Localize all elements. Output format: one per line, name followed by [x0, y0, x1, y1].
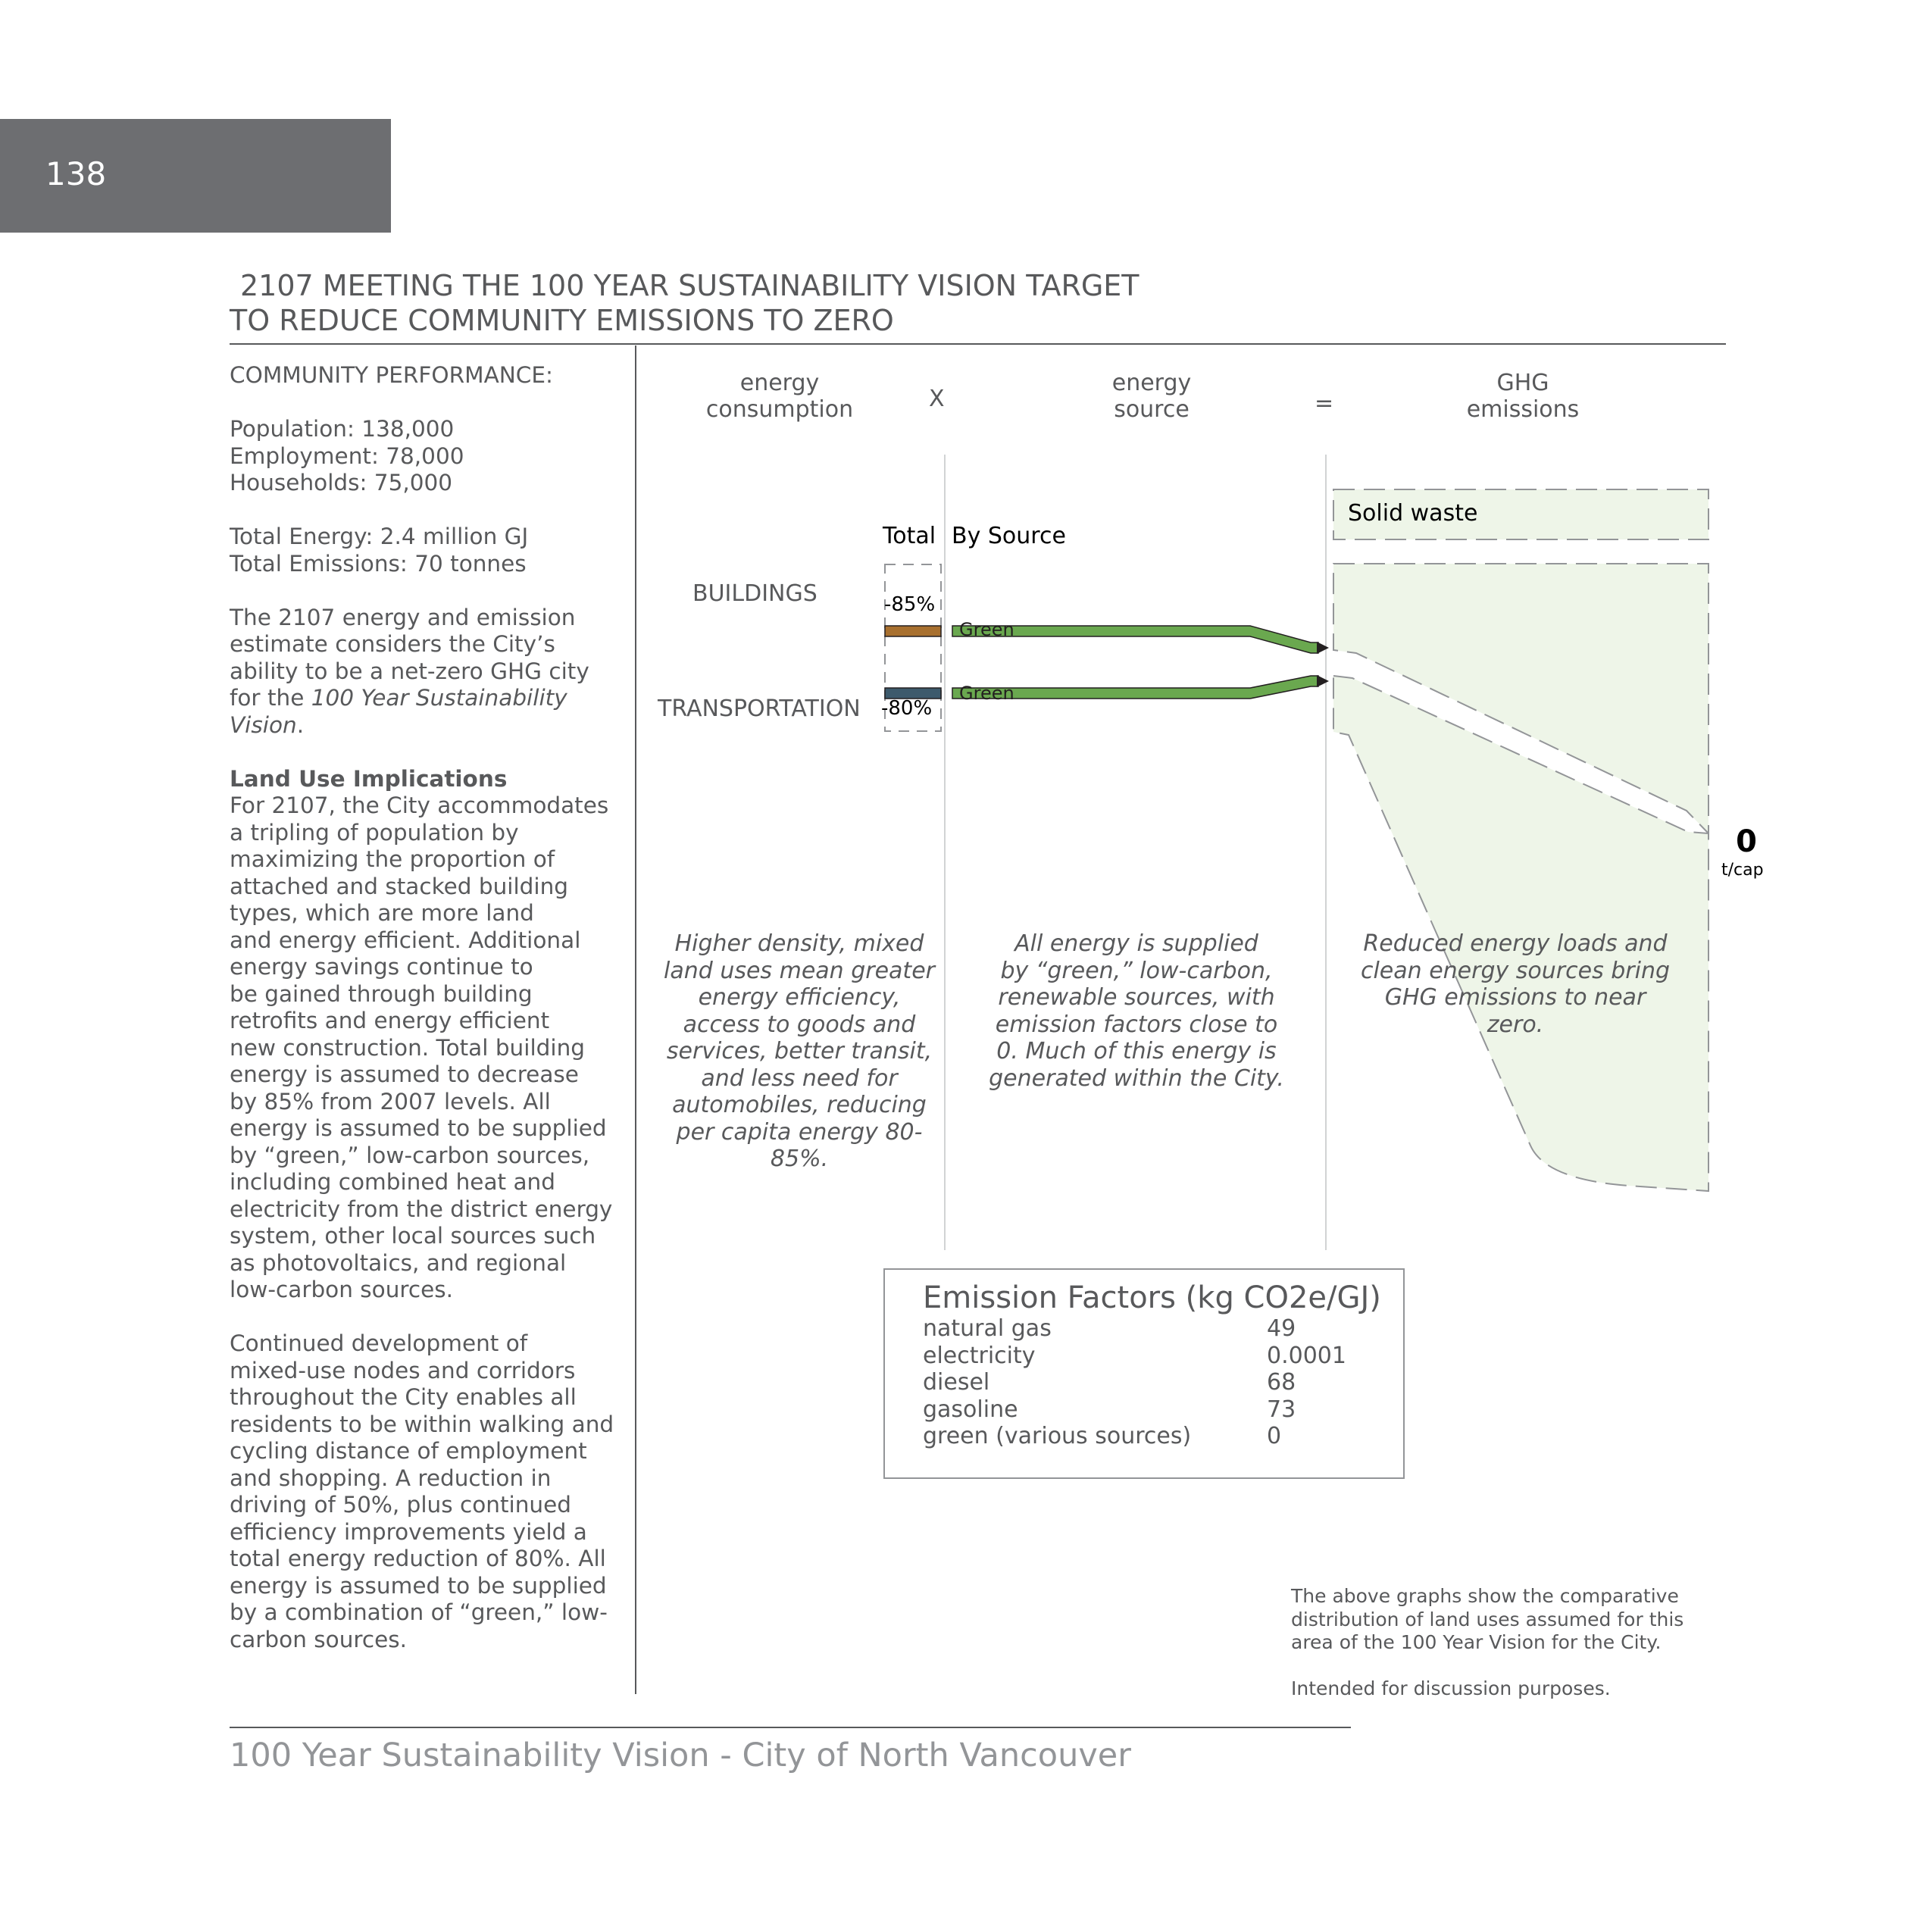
- description-line: by “green,” low-carbon,: [1000, 957, 1273, 984]
- intro-italic: Vision: [230, 711, 297, 738]
- ghg-result-value: 0: [1736, 824, 1757, 859]
- paragraph-line: mixed-use nodes and corridors: [230, 1357, 576, 1383]
- paragraph-line: new construction. Total building: [230, 1034, 585, 1061]
- emission-factor-name: green (various sources): [923, 1423, 1192, 1449]
- page-title-line-2: TO REDUCE COMMUNITY EMISSIONS TO ZERO: [230, 304, 894, 337]
- buildings-source-label: Green: [959, 619, 1014, 640]
- source-description: [977, 930, 1296, 1092]
- emission-factor-name: natural gas: [923, 1315, 1052, 1342]
- households-stat: Households: 75,000: [230, 470, 453, 496]
- buildings-label: BUILDINGS: [692, 580, 818, 607]
- paragraph-line: types, which are more land: [230, 900, 534, 926]
- land-use-heading: Land Use Implications: [230, 765, 508, 792]
- paragraph-line: efficiency improvements yield a: [230, 1518, 587, 1545]
- paragraph-line: driving of 50%, plus continued: [230, 1492, 571, 1518]
- emission-factor-name: gasoline: [923, 1396, 1018, 1423]
- description-line: generated within the City.: [989, 1064, 1284, 1092]
- paragraph-line: energy is assumed to decrease: [230, 1061, 579, 1087]
- intro-line: The 2107 energy and emission: [230, 604, 576, 630]
- paragraph-line: throughout the City enables all: [230, 1384, 577, 1410]
- multiply-operator: X: [929, 386, 945, 412]
- paragraph-line: energy savings continue to: [230, 954, 533, 980]
- paragraph-line: by “green,” low-carbon sources,: [230, 1142, 590, 1168]
- ghg-emissions-area: [1333, 489, 1708, 1191]
- paragraph-line: and shopping. A reduction in: [230, 1465, 552, 1491]
- by-source-label: By Source: [952, 523, 1066, 549]
- emission-factors-title: Emission Factors (kg CO2e/GJ): [923, 1280, 1381, 1315]
- emission-factor-value: 0: [1267, 1423, 1282, 1449]
- solid-waste-label: Solid waste: [1348, 500, 1478, 527]
- page-number: 138: [45, 155, 107, 192]
- intro-line: ability to be a net-zero GHG city: [230, 658, 589, 684]
- description-line: Reduced energy loads and: [1363, 930, 1668, 957]
- emission-factor-name: diesel: [923, 1369, 990, 1396]
- paragraph-line: including combined heat and: [230, 1169, 555, 1195]
- paragraph-line: energy is assumed to be supplied: [230, 1572, 607, 1599]
- intro-line: estimate considers the City’s: [230, 631, 555, 657]
- header-line: emissions: [1466, 396, 1580, 423]
- emission-factor-value: 49: [1267, 1315, 1296, 1342]
- emission-factor-name: electricity: [923, 1342, 1036, 1369]
- footer-rule: [230, 1727, 1351, 1728]
- description-line: 0. Much of this energy is: [996, 1038, 1277, 1064]
- description-line: energy efficiency,: [698, 984, 901, 1011]
- description-line: access to goods and: [683, 1011, 916, 1038]
- transportation-label: TRANSPORTATION: [658, 696, 861, 722]
- total-emissions-stat: Total Emissions: 70 tonnes: [230, 550, 527, 577]
- paragraph-line: cycling distance of employment: [230, 1438, 587, 1464]
- employment-stat: Employment: 78,000: [230, 442, 464, 469]
- ghg-result-unit: t/cap: [1721, 861, 1764, 880]
- paragraph-line: Continued development of: [230, 1330, 528, 1356]
- ghg-description: [1349, 930, 1682, 1038]
- note-line: distribution of land uses assumed for this: [1291, 1608, 1684, 1630]
- header-line: source: [1114, 396, 1190, 423]
- consumption-description: [652, 930, 947, 1173]
- paragraph-line: and energy efficient. Additional: [230, 927, 581, 953]
- header-line: consumption: [705, 396, 854, 423]
- paragraph-line: carbon sources.: [230, 1626, 407, 1652]
- paragraph-line: retrofits and energy efficient: [230, 1008, 550, 1033]
- note-line: The above graphs show the comparative: [1291, 1585, 1679, 1607]
- emission-factor-value: 68: [1267, 1369, 1296, 1396]
- paragraph-line: a tripling of population by: [230, 819, 519, 846]
- emission-factor-value: 73: [1267, 1396, 1296, 1423]
- paragraph-line: by 85% from 2007 levels. All: [230, 1088, 551, 1114]
- total-label: Total: [883, 523, 936, 549]
- description-line: GHG emissions to near: [1384, 984, 1646, 1011]
- note-line: Intended for discussion purposes.: [1291, 1677, 1611, 1699]
- paragraph-line: residents to be within walking and: [230, 1411, 614, 1437]
- description-line: All energy is supplied: [1014, 930, 1258, 957]
- intro-text: .: [296, 711, 305, 738]
- description-line: services, better transit,: [666, 1038, 933, 1064]
- transportation-reduction-percent: -80%: [881, 697, 933, 720]
- description-line: emission factors close to: [995, 1011, 1278, 1038]
- emission-factor-value: 0.0001: [1267, 1342, 1346, 1369]
- header-line: energy: [1111, 370, 1192, 396]
- description-line: land uses mean greater: [664, 957, 935, 984]
- intro-italic: 100 Year Sustainability: [311, 685, 567, 711]
- description-line: renewable sources, with: [998, 984, 1275, 1011]
- total-energy-stat: Total Energy: 2.4 million GJ: [230, 524, 529, 549]
- note-line: area of the 100 Year Vision for the City.: [1291, 1631, 1662, 1653]
- paragraph-line: electricity from the district energy: [230, 1196, 613, 1222]
- buildings-reduction-percent: -85%: [884, 593, 936, 616]
- paragraph-line: by a combination of “green,” low-: [230, 1599, 608, 1625]
- equals-operator: =: [1315, 390, 1334, 417]
- paragraph-line: maximizing the proportion of: [230, 846, 555, 872]
- description-line: clean energy sources bring: [1360, 957, 1671, 984]
- transportation-source-label: Green: [959, 683, 1014, 704]
- paragraph-line: energy is assumed to be supplied: [230, 1115, 607, 1141]
- description-line: Higher density, mixed: [674, 930, 924, 957]
- description-line: zero.: [1487, 1011, 1544, 1038]
- header-line: energy: [739, 370, 820, 396]
- footer-title: 100 Year Sustainability Vision - City of North Vancouver: [230, 1737, 1131, 1774]
- description-line: per capita energy 80-: [676, 1118, 923, 1146]
- community-performance-heading: COMMUNITY PERFORMANCE:: [230, 362, 553, 388]
- description-line: 85%.: [770, 1146, 829, 1172]
- paragraph-line: attached and stacked building: [230, 873, 569, 899]
- page-title-line-1: 2107 MEETING THE 100 YEAR SUSTAINABILITY VISION TARGET: [240, 269, 1140, 302]
- note-gap: [1291, 1655, 1715, 1678]
- paragraph-line: as photovoltaics, and regional: [230, 1249, 567, 1276]
- description-line: and less need for: [701, 1064, 898, 1092]
- paragraph-line: be gained through building: [230, 980, 533, 1007]
- header-line: GHG: [1496, 370, 1549, 396]
- buildings-energy-bar: [885, 626, 941, 636]
- paragraph-line: For 2107, the City accommodates: [230, 792, 609, 818]
- description-line: automobiles, reducing: [672, 1092, 927, 1118]
- paragraph-line: system, other local sources such: [230, 1223, 596, 1249]
- intro-text: for the: [230, 685, 311, 711]
- population-stat: Population: 138,000: [230, 416, 455, 442]
- discussion-note: [1291, 1585, 1715, 1701]
- paragraph-line: low-carbon sources.: [230, 1277, 453, 1302]
- paragraph-line: total energy reduction of 80%. All: [230, 1546, 606, 1571]
